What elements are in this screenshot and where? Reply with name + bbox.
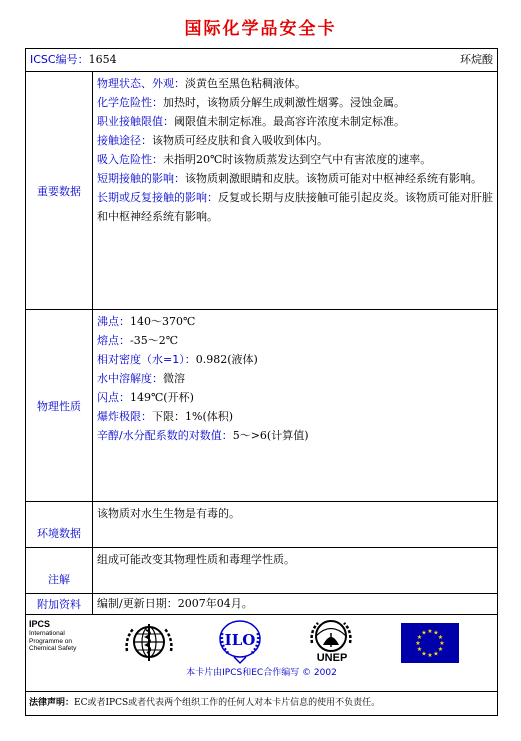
icsc-row xyxy=(26,49,497,72)
list-item: 熔点：-35～2℃ xyxy=(97,334,179,347)
list-item: 接触途径：该物质可经皮肤和食入吸收到体内。 xyxy=(97,134,328,147)
important-data-list xyxy=(94,72,497,309)
list-item: 职业接触限值：阈限值未制定标准。最高容许浓度未制定标准。 xyxy=(97,115,405,128)
list-item: 爆炸极限：下限：1%(体积) xyxy=(97,410,234,423)
logos-section xyxy=(26,615,497,692)
svg-text:★: ★ xyxy=(416,646,423,653)
notes-section xyxy=(26,548,497,594)
svg-text:★: ★ xyxy=(415,640,421,647)
legal-label: 法律声明： xyxy=(29,698,75,708)
ilo-logo xyxy=(216,619,264,665)
list-item: 长期或反复接触的影响：反复或长期与皮肤接触可能引起皮炎。该物质可能对肝脏和中枢神经系统有影响。 xyxy=(97,191,493,223)
physical-properties-section xyxy=(26,310,497,502)
physical-properties-list xyxy=(94,310,497,501)
icsc-number: 1654 xyxy=(88,53,117,66)
additional-info-section xyxy=(26,594,497,615)
unep-logo xyxy=(308,619,354,653)
environment-label: 环境数据 xyxy=(26,502,93,547)
legal-section xyxy=(26,692,497,716)
additional-info-text: 编制/更新日期：2007年04月。 xyxy=(97,597,253,610)
ipcs-text-logo: IPCS International Programme on Chemical Safety xyxy=(29,619,77,652)
list-item: 沸点：140～370℃ xyxy=(97,315,196,328)
svg-text:★: ★ xyxy=(427,628,433,635)
unep-label: UNEP xyxy=(316,652,348,664)
list-item: 化学危险性：加热时，该物质分解生成刺激性烟雾。浸蚀金属。 xyxy=(97,96,405,109)
physical-properties-label: 物理性质 xyxy=(26,310,93,501)
credit-text: 本卡片由IPCS和EC合作编写 © 2002 xyxy=(186,668,337,678)
list-item: 吸入危险性：未指明20℃时该物质蒸发达到空气中有害浓度的速率。 xyxy=(97,153,432,166)
list-item: 相对密度（水=1）：0.982(液体) xyxy=(97,353,258,366)
environment-text: 该物质对水生生物是有毒的。 xyxy=(97,507,240,520)
important-data-section xyxy=(26,72,497,310)
list-item: 物理状态、外观：淡黄色至黑色粘稠液体。 xyxy=(97,77,306,90)
svg-text:ILO: ILO xyxy=(224,631,256,649)
who-logo xyxy=(123,621,175,663)
svg-text:★: ★ xyxy=(416,634,423,641)
svg-text:★: ★ xyxy=(421,650,427,658)
svg-text:★: ★ xyxy=(433,650,439,658)
important-data-label: 重要数据 xyxy=(26,72,93,309)
chemical-name: 环烷酸 xyxy=(460,53,493,66)
list-item: 闪点：149℃(开杯) xyxy=(97,391,194,404)
svg-text:★: ★ xyxy=(433,629,439,637)
svg-text:★: ★ xyxy=(437,634,444,641)
legal-text: EC或者IPCS或者代表两个组织工作的任何人对本卡片信息的使用不负责任。 xyxy=(74,698,381,708)
additional-info-label: 附加资料 xyxy=(26,594,93,614)
environment-section xyxy=(26,502,497,548)
list-item: 短期接触的影响：该物质刺激眼睛和皮肤。该物质可能对中枢神经系统有影响。 xyxy=(97,172,482,185)
svg-text:★: ★ xyxy=(439,640,445,647)
notes-label: 注解 xyxy=(26,548,93,593)
eu-flag-logo xyxy=(401,623,459,663)
svg-text:★: ★ xyxy=(437,646,444,653)
safety-card xyxy=(25,48,498,716)
list-item: 辛醇/水分配系数的对数值：5～>6(计算值) xyxy=(97,429,309,442)
icsc-label: ICSC编号： xyxy=(30,53,89,66)
notes-text: 组成可能改变其物理性质和毒理学性质。 xyxy=(97,553,295,566)
svg-text:★: ★ xyxy=(427,652,433,659)
svg-text:★: ★ xyxy=(421,629,427,637)
card-title: 国际化学品安全卡 xyxy=(184,19,337,39)
list-item: 水中溶解度：微溶 xyxy=(97,372,185,385)
